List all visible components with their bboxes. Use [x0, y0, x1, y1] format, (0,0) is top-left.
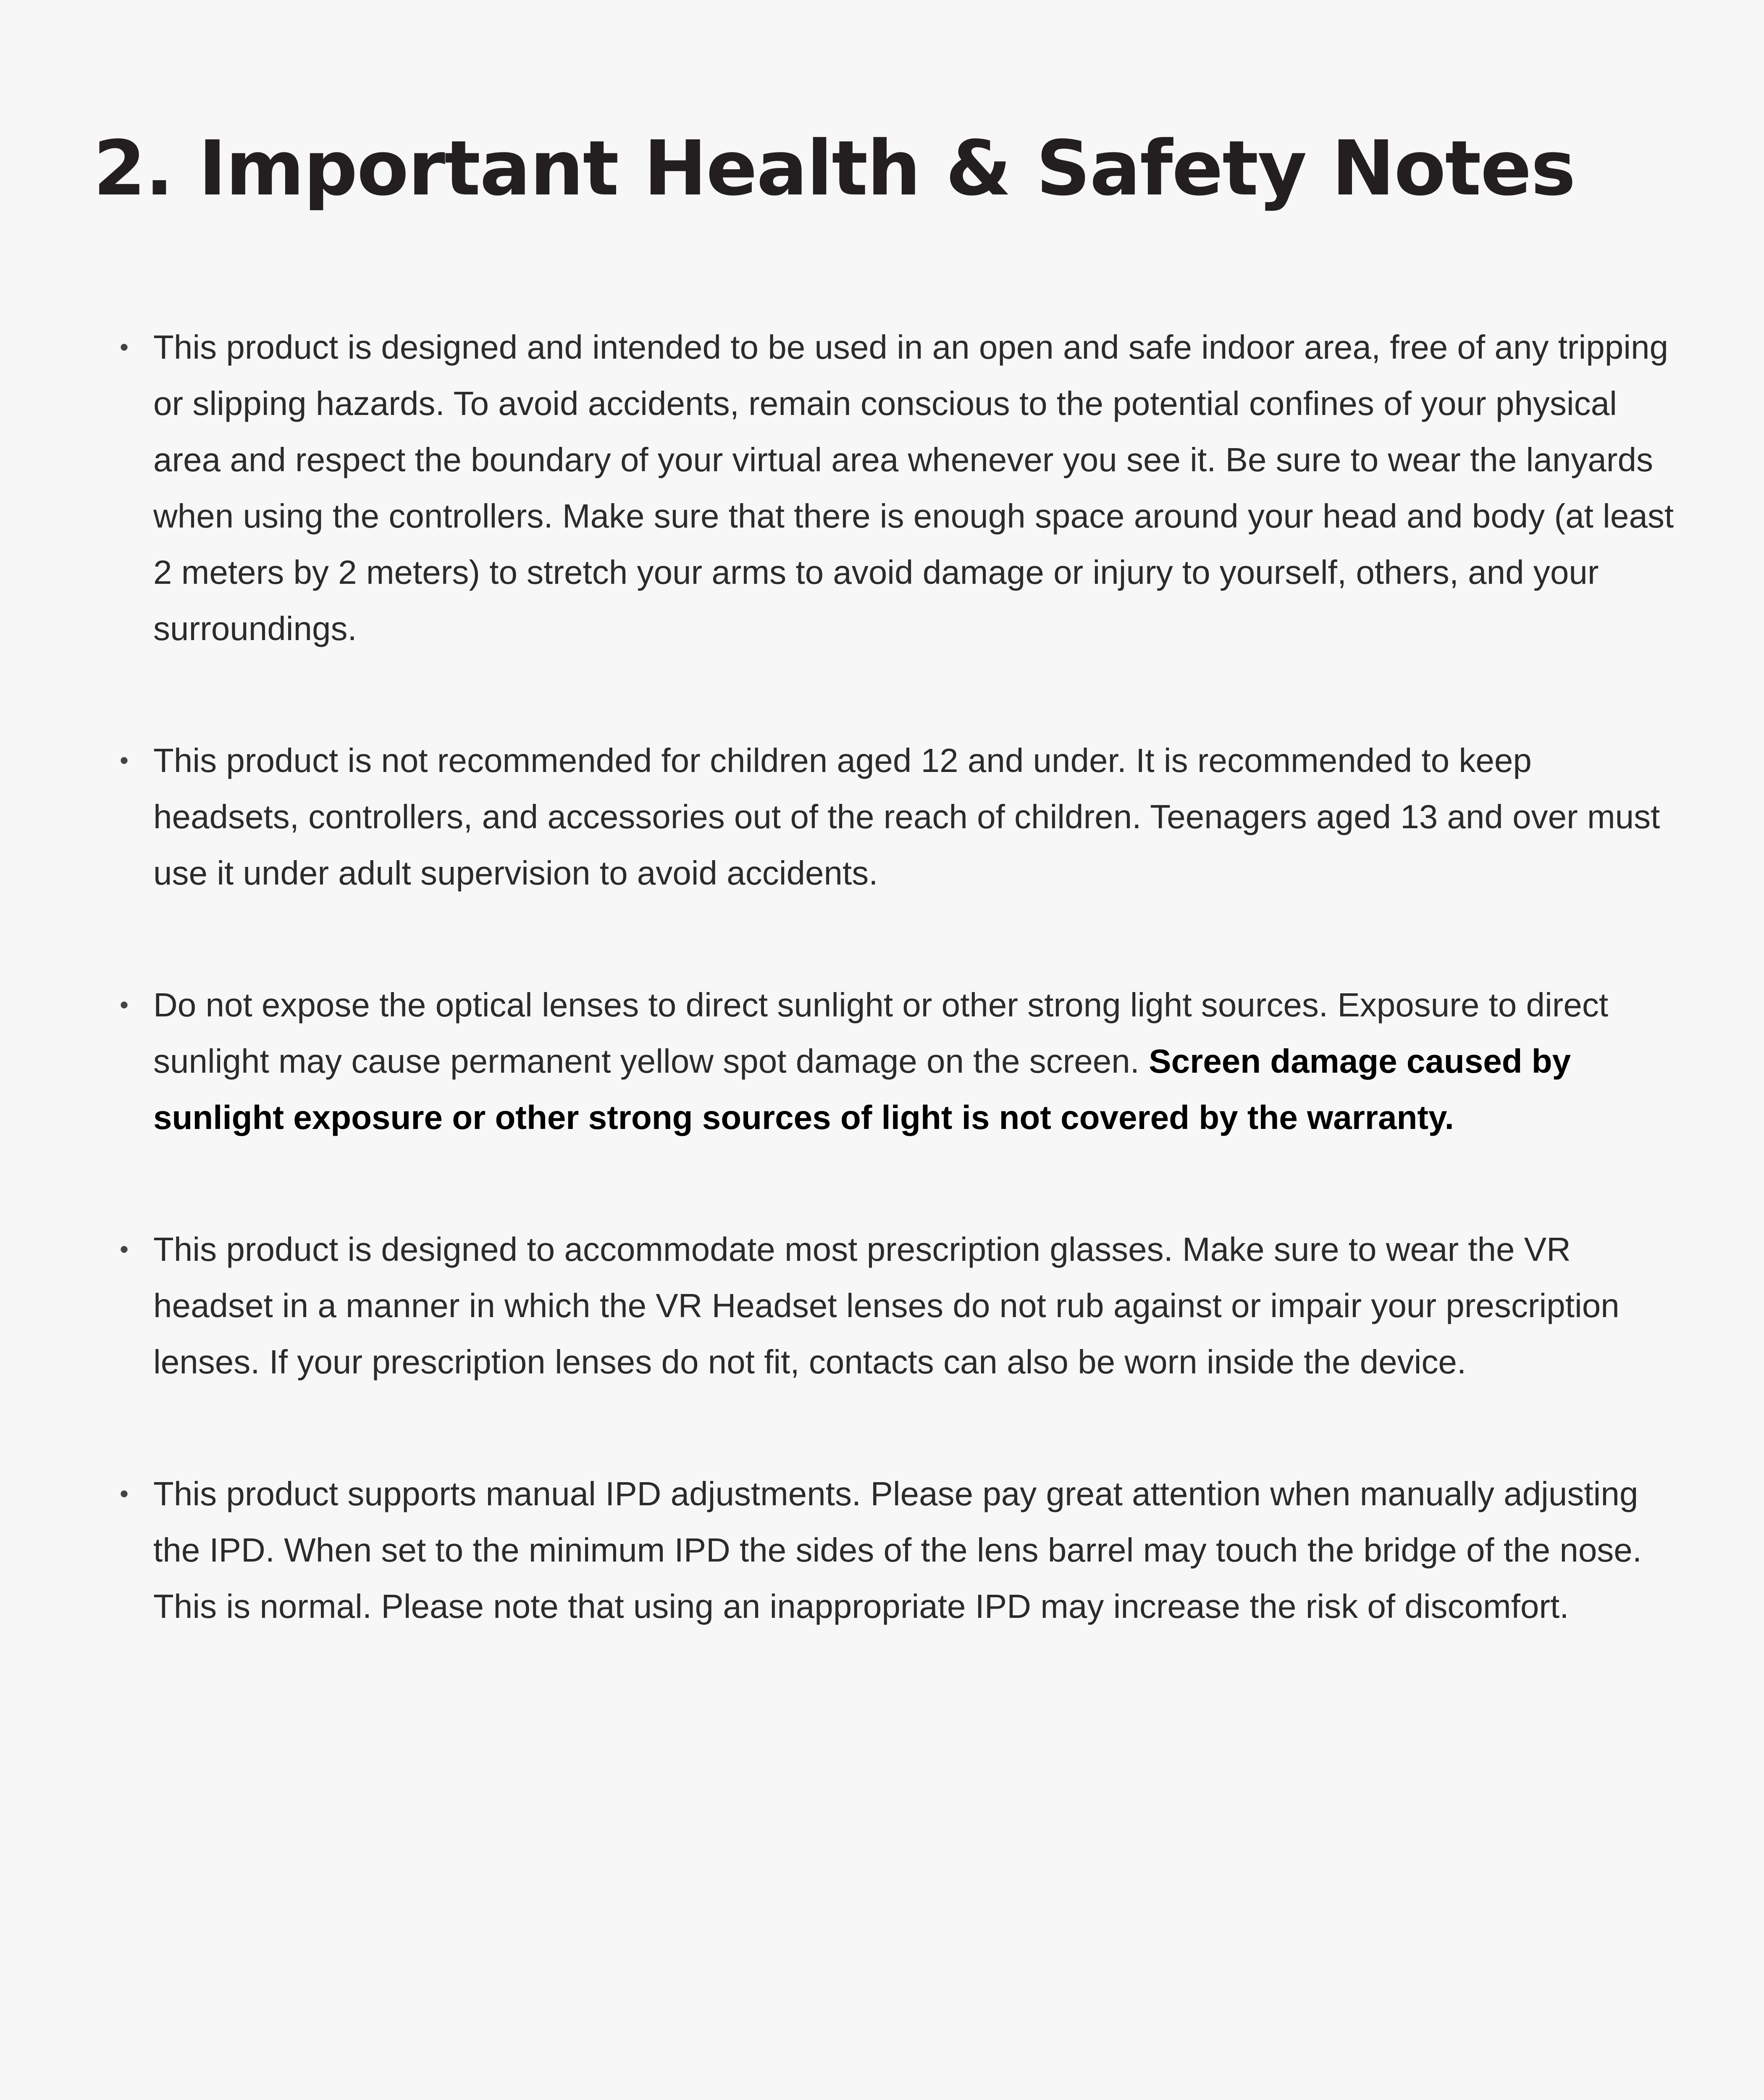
- warranty-warning: Screen damage caused by sunlight exposure or other strong sources of light is not covered by the warranty.: [153, 1042, 1571, 1136]
- safety-note-ipd: [120, 1466, 1682, 1635]
- note-text: This product supports manual IPD adjustments. Please pay great attention when manually adjusting the IPD. When set to the minimum IPD the sides of the lens barrel may touch the bridge of the nose. This is normal. Please note that using an inappropriate IPD may increase the risk of discomfort.: [153, 1475, 1642, 1625]
- safety-notes-list: [120, 319, 1682, 1710]
- note-text: This product is not recommended for children aged 12 and under. It is recommended to keep headsets, controllers, and accessories out of the reach of children. Teenagers aged 13 and over must use it under adult supervision to avoid accidents.: [153, 742, 1660, 892]
- bullet-icon: •: [120, 333, 129, 361]
- note-text: This product is designed to accommodate most prescription glasses. Make sure to wear the VR headset in a manner in which the VR Headset lenses do not rub against or impair your prescription lenses. If your prescription lenses do not fit, contacts can also be worn inside the device.: [153, 1231, 1620, 1381]
- safety-note-glasses: [120, 1221, 1682, 1390]
- bullet-icon: •: [120, 991, 129, 1019]
- safety-note-sunlight: [120, 977, 1682, 1146]
- note-text: Do not expose the optical lenses to direct sunlight or other strong light sources. Exposure to direct sunlight may cause permanent yellow spot damage on the screen.: [153, 986, 1609, 1080]
- bullet-icon: •: [120, 746, 129, 774]
- bullet-icon: •: [120, 1480, 129, 1508]
- page-title: 2. Important Health & Safety Notes: [93, 125, 1575, 213]
- bullet-icon: •: [120, 1235, 129, 1263]
- note-text: This product is designed and intended to be used in an open and safe indoor area, free of any tripping or slipping hazards. To avoid accidents, remain conscious to the potential confines of your physical area and respect the boundary of your virtual area whenever you see it. Be sure to wear the lanyards when using the controllers. Make sure that there is enough space around your head and body (at least 2 meters by 2 meters) to stretch your arms to avoid damage or injury to yourself, others, and your surroundings.: [153, 328, 1674, 647]
- safety-note-children: [120, 732, 1682, 901]
- note-text-container: [153, 977, 1682, 1146]
- safety-note-open-area: [120, 319, 1682, 657]
